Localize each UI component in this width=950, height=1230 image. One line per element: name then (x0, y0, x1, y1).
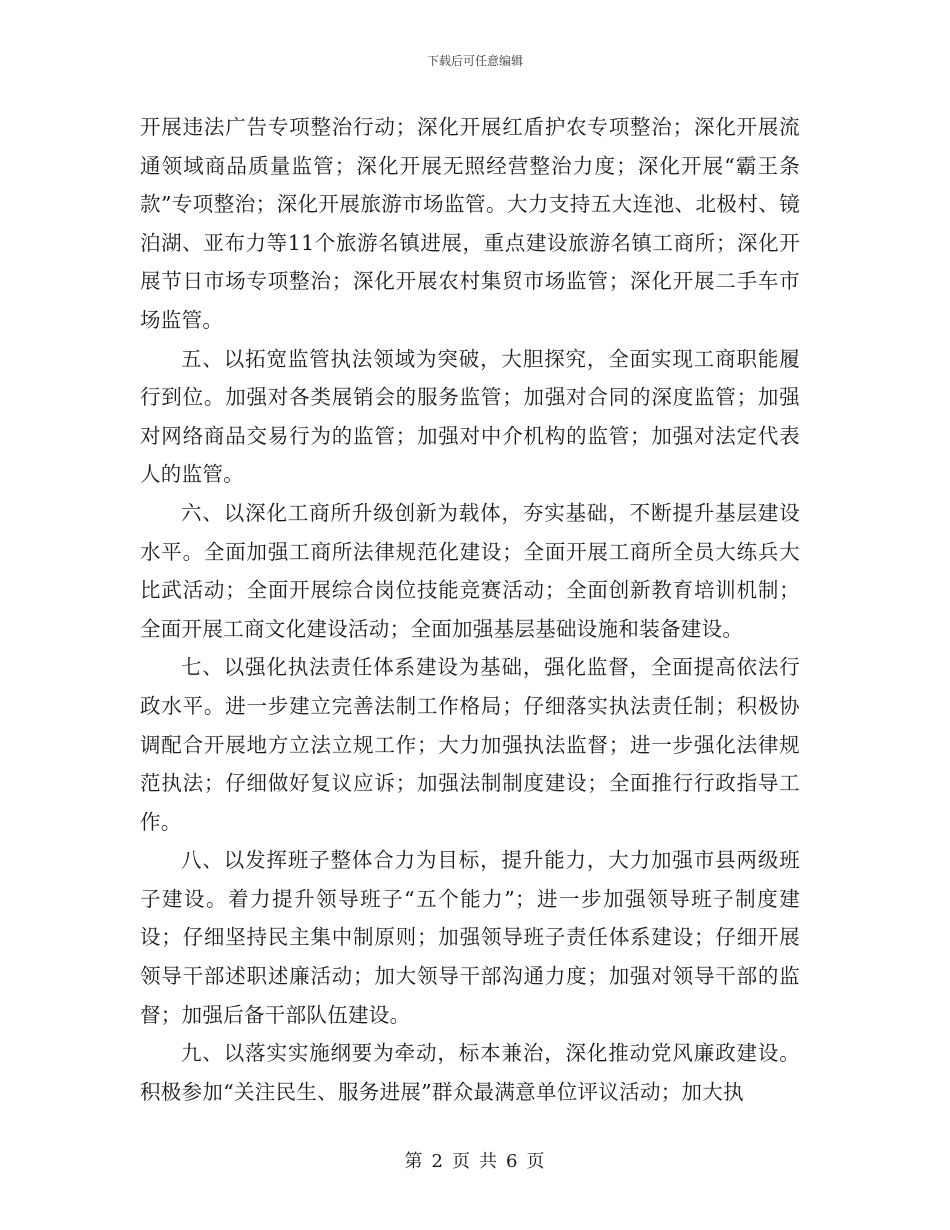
page-footer (0, 1150, 950, 1174)
paragraph-item-5: 五、以拓宽监管执法领域为突破，大胆探究，全面实现工商职能履行到位。加强对各类展销会的服务监管；加强对合同的深度监管；加强对网络商品交易行为的监管；加强对中介机构的监管；加强对法定代表人的监管。 (140, 346, 800, 487)
paragraph-item-9: 九、以落实实施纲要为牵动，标本兼治，深化推动党风廉政建设。积极参加“关注民生、服务进展”群众最满意单位评议活动；加大执 (140, 1041, 800, 1104)
page-header: 下载后可任意编辑 (426, 54, 523, 68)
footer-total-word: 共 (479, 1151, 498, 1172)
footer-current-page: 2 (431, 1151, 444, 1172)
document-body (140, 108, 800, 1111)
paragraph-item-7: 七、以强化执法责任体系建设为基础，强化监督，全面提高依法行政水平。进一步建立完善法制工作格局；仔细落实执法责任制；积极协调配合开展地方立法立规工作；大力加强执法监督；进一步强化法律规范执法；仔细做好复议应诉；加强法制制度建设；全面推行行政指导工作。 (140, 655, 800, 834)
paragraph-item-8: 八、以发挥班子整体合力为目标，提升能力，大力加强市县两级班子建设。着力提升领导班子“五个能力”；进一步加强领导班子制度建设；仔细坚持民主集中制原则；加强领导班子责任体系建设；仔细开展领导干部述职述廉活动；加大领导干部沟通力度；加强对领导干部的监督；加强后备干部队伍建设。 (140, 848, 800, 1027)
footer-total-pages: 6 (506, 1151, 519, 1172)
paragraph-item-6: 六、以深化工商所升级创新为载体，夯实基础，不断提升基层建设水平。全面加强工商所法律规范化建设；全面开展工商所全员大练兵大比武活动；全面开展综合岗位技能竞赛活动；全面创新教育培训机制；全面开展工商文化建设活动；全面加强基层基础设施和装备建设。 (140, 500, 800, 641)
paragraph-continuation: 开展违法广告专项整治行动；深化开展红盾护农专项整治；深化开展流通领域商品质量监管；深化开展无照经营整治力度；深化开展“霸王条款”专项整治；深化开展旅游市场监管。大力支持五大连池、北极村、镜泊湖、亚布力等11个旅游名镇进展，重点建设旅游名镇工商所；深化开展节日市场专项整治；深化开展农村集贸市场监管；深化开展二手车市场监管。 (140, 115, 800, 332)
footer-page-word: 页 (452, 1151, 471, 1172)
footer-suffix: 页 (526, 1151, 546, 1172)
footer-prefix: 第 (404, 1151, 424, 1172)
